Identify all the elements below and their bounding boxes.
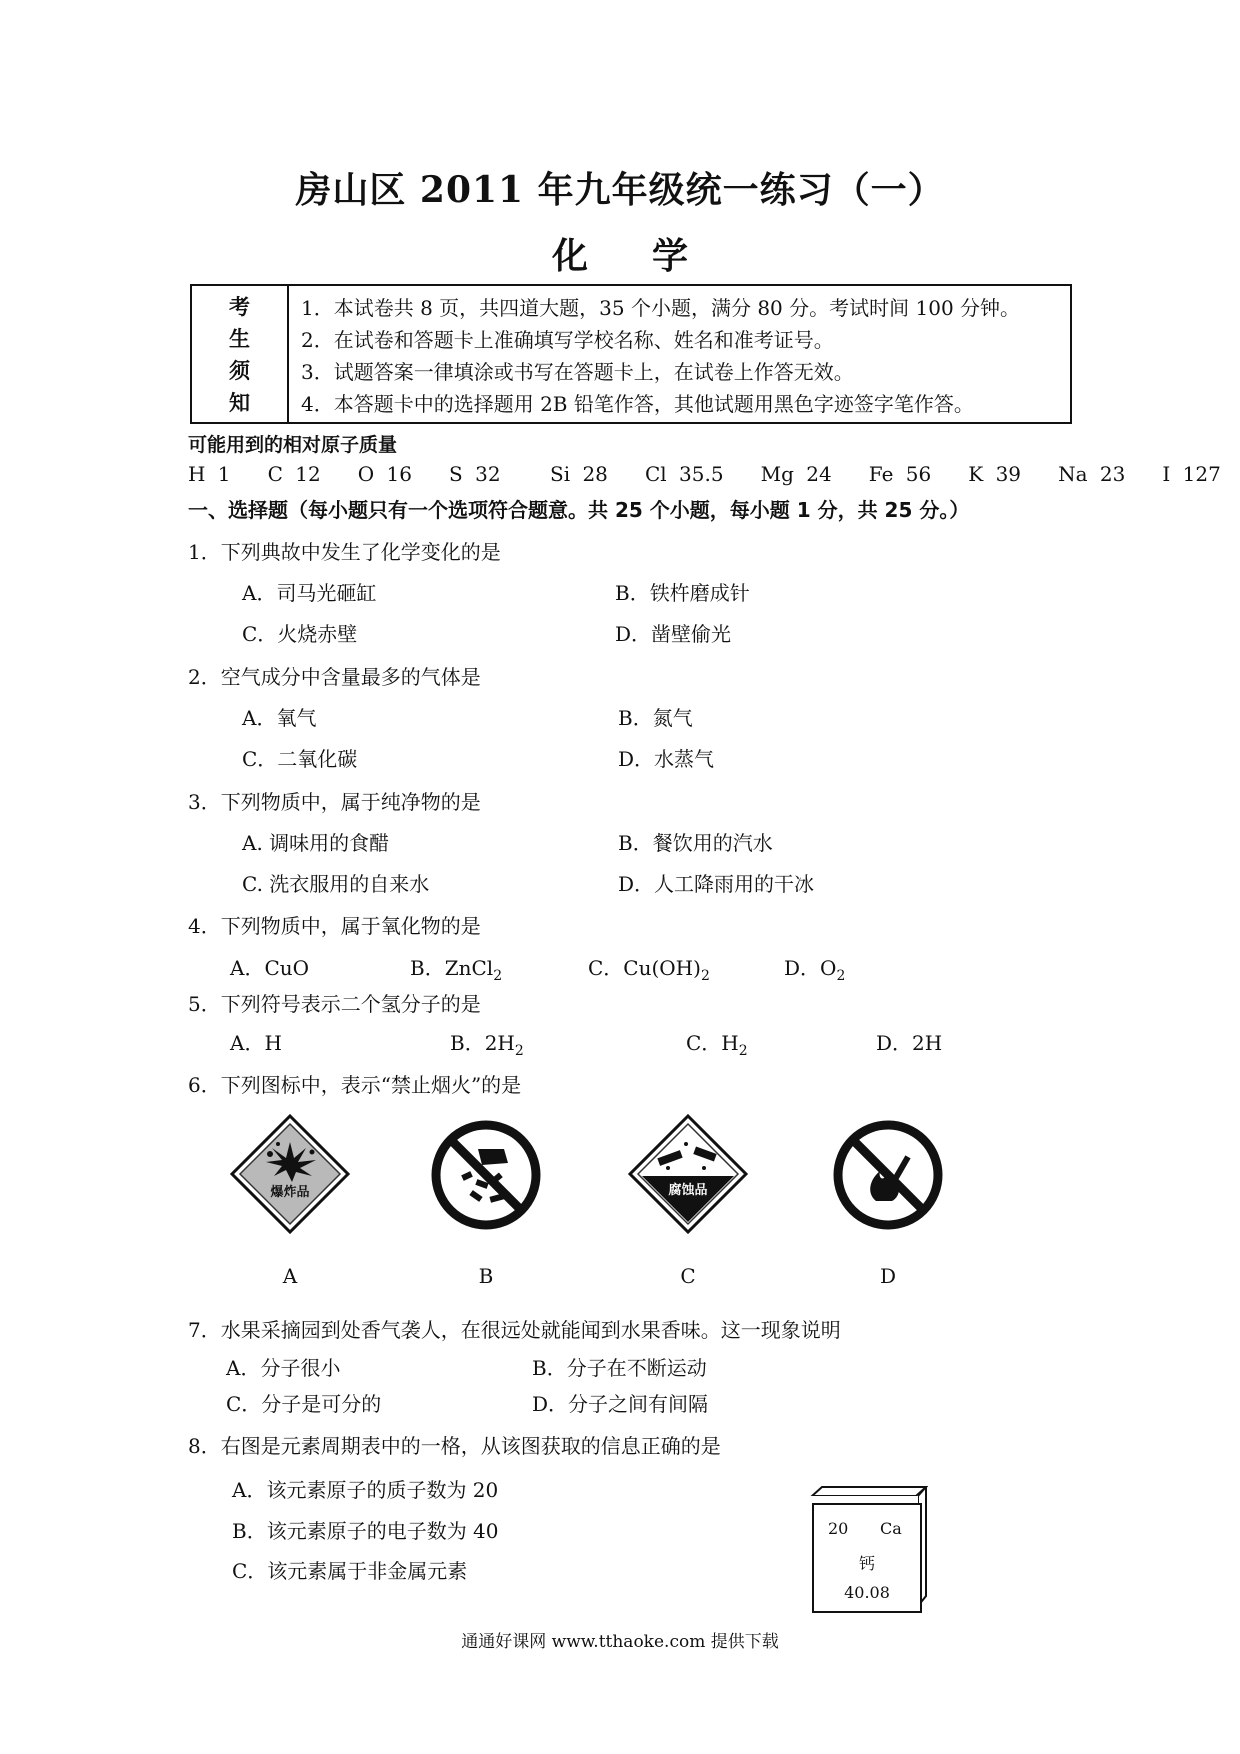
no-fire-sign-icon — [832, 1119, 944, 1231]
element-atomic-mass: 40.08 — [844, 1583, 890, 1602]
question-5-option-c-text: C．H — [686, 1031, 739, 1055]
question-4-stem: 4．下列物质中，属于氧化物的是 — [188, 914, 481, 938]
question-1-option-d: D．凿壁偷光 — [615, 622, 732, 646]
notice-label-char: 生 — [229, 326, 250, 351]
notice-item: 3．试题答案一律填涂或书写在答题卡上，在试卷上作答无效。 — [301, 359, 854, 384]
question-5-option-b-text: B．2H — [450, 1031, 515, 1055]
notice-label-char: 知 — [229, 390, 250, 415]
notice-item: 2．在试卷和答题卡上准确填写学校名称、姓名和准考证号。 — [301, 327, 834, 352]
question-7-option-c: C．分子是可分的 — [226, 1392, 382, 1416]
question-1-option-a: A．司马光砸缸 — [242, 581, 377, 605]
question-1-option-b: B．铁杵磨成针 — [615, 581, 750, 605]
subscript: 2 — [836, 968, 846, 984]
question-4-option-a: A．CuO — [230, 956, 310, 980]
atomic-mass-heading: 可能用到的相对原子质量 — [188, 434, 398, 456]
element-atomic-number: 20 — [828, 1519, 849, 1538]
sign-label-d: D — [879, 1264, 897, 1288]
question-8-stem: 8．右图是元素周期表中的一格，从该图获取的信息正确的是 — [188, 1434, 721, 1458]
question-5-option-b — [450, 1027, 524, 1059]
question-2-stem: 2．空气成分中含量最多的气体是 — [188, 665, 481, 689]
explosive-sign-icon — [230, 1114, 350, 1234]
notice-label-char: 考 — [229, 294, 250, 319]
corrosive-sign-text: 腐蚀品 — [668, 1183, 708, 1198]
sign-label-c: C — [680, 1264, 696, 1288]
subscript: 2 — [493, 968, 503, 984]
question-7-option-d: D．分子之间有间隔 — [532, 1392, 709, 1416]
sign-label-a: A — [282, 1264, 298, 1288]
question-8-option-c: C．该元素属于非金属元素 — [232, 1559, 468, 1583]
question-3-option-d: D．人工降雨用的干冰 — [618, 872, 815, 896]
question-4-option-c — [588, 952, 710, 984]
exam-notice-box — [190, 284, 1072, 424]
question-4-option-c-text: C．Cu(OH) — [588, 956, 701, 980]
notice-label-char: 须 — [229, 358, 250, 383]
question-3-option-b: B．餐饮用的汽水 — [618, 831, 773, 855]
question-4-option-d — [784, 952, 845, 984]
question-2-option-b: B．氮气 — [618, 706, 693, 730]
question-2-option-c: C．二氧化碳 — [242, 747, 358, 771]
subscript: 2 — [738, 1043, 748, 1059]
explosive-sign-text: 爆炸品 — [270, 1185, 310, 1200]
subscript: 2 — [700, 968, 710, 984]
no-dumping-sign-icon — [430, 1119, 542, 1231]
notice-item: 4．本答题卡中的选择题用 2B 铅笔作答，其他试题用黑色字迹签字笔作答。 — [301, 391, 974, 416]
element-name: 钙 — [858, 1554, 875, 1573]
question-3-stem: 3．下列物质中，属于纯净物的是 — [188, 790, 481, 814]
question-5-stem: 5．下列符号表示二个氢分子的是 — [188, 992, 481, 1016]
periodic-table-cell — [812, 1503, 922, 1613]
question-5-option-a: A．H — [230, 1031, 282, 1055]
section-1-heading: 一、选择题（每小题只有一个选项符合题意。共 25 个小题，每小题 1 分，共 25 分。） — [188, 498, 970, 522]
question-4-option-b — [410, 952, 502, 984]
page-footer: 通通好课网 www.tthaoke.com 提供下载 — [461, 1632, 779, 1652]
notice-items — [289, 286, 1070, 422]
question-3-option-c: C. 洗衣服用的自来水 — [242, 872, 430, 896]
subscript: 2 — [514, 1043, 524, 1059]
question-7-option-a: A．分子很小 — [226, 1356, 341, 1380]
question-4-option-d-text: D．O — [784, 956, 837, 980]
question-7-stem: 7．水果采摘园到处香气袭人，在很远处就能闻到水果香味。这一现象说明 — [188, 1318, 841, 1342]
question-4-option-b-text: B．ZnCl — [410, 956, 494, 980]
question-7-option-b: B．分子在不断运动 — [532, 1356, 707, 1380]
question-1-option-c: C．火烧赤壁 — [242, 622, 358, 646]
question-8-option-b: B．该元素原子的电子数为 40 — [232, 1519, 499, 1543]
question-6-stem: 6．下列图标中，表示“禁止烟火”的是 — [188, 1073, 522, 1097]
question-1-stem: 1．下列典故中发生了化学变化的是 — [188, 540, 501, 564]
question-2-option-d: D．水蒸气 — [618, 747, 715, 771]
notice-label — [192, 286, 289, 422]
page-title: 房山区 2011 年九年级统一练习（一） — [295, 169, 945, 211]
sign-label-b: B — [478, 1264, 494, 1288]
corrosive-sign-icon — [628, 1114, 748, 1234]
question-3-option-a: A. 调味用的食醋 — [242, 831, 390, 855]
question-8-option-a: A．该元素原子的质子数为 20 — [232, 1478, 499, 1502]
element-cell-top-face — [808, 1486, 928, 1496]
atomic-mass-values: H 1 C 12 O 16 S 32 Si 28 Cl 35.5 Mg 24 Fe 56 K 39 Na 23 I 127 — [188, 462, 1221, 486]
question-5-option-c — [686, 1027, 748, 1059]
element-symbol: Ca — [880, 1519, 902, 1538]
question-2-option-a: A．氧气 — [242, 706, 317, 730]
subject-title: 化学 — [551, 235, 752, 277]
notice-item: 1．本试卷共 8 页，共四道大题，35 个小题，满分 80 分。考试时间 100 分钟。 — [301, 295, 1021, 320]
question-5-option-d: D．2H — [876, 1031, 943, 1055]
